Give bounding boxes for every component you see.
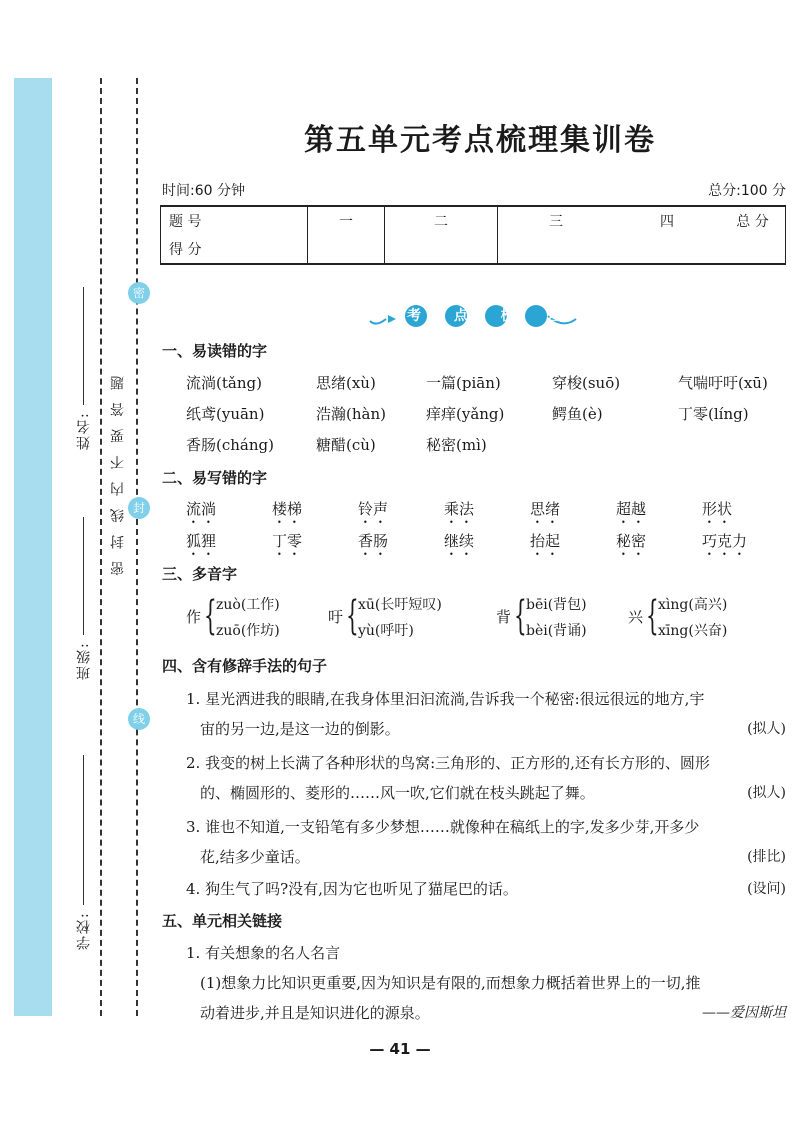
cell-4[interactable] [614,235,720,264]
seal-notice: 密 封 线 内 不 要 答 题 [110,372,126,576]
sentence-line: 2. 我变的树上长满了各种形状的鸟窝:三角形的、正方形的,还有长方形的、圆形 [186,754,710,772]
word: 狐狸 [186,532,217,550]
total-score: 总分:100 分 [708,183,786,199]
time-limit: 时间:60 分钟 [162,183,245,199]
word: 继续 [444,532,475,550]
word: 丁零(líng) [678,405,749,423]
word: 糖醋(cù) [316,436,376,454]
section-title-1: 一、易读错的字 [162,342,268,360]
class-field[interactable]: 班级: [74,510,94,680]
sentence-line: 4. 狗生气了吗?没有,因为它也听见了猫尾巴的话。 [186,880,518,898]
word: 铃声 [358,500,389,518]
school-field[interactable]: 学校: [74,720,94,950]
sentence-line: 的、椭圆形的、菱形的……风一吹,它们就在枝头跳起了舞。 [200,784,595,802]
rhetoric-tag: (设问) [747,881,786,897]
page-title: 第五单元考点梳理集训卷 [304,123,656,158]
rhetoric-tag: (拟人) [747,785,786,801]
word: 秘密(mì) [426,436,487,454]
word: 超越 [616,500,647,518]
word: 乘法 [444,500,475,518]
seal-mi: 密 [128,282,150,304]
name-field[interactable]: 姓名: [74,210,94,450]
word: 一篇(piān) [426,374,501,392]
word: 流淌(tǎng) [186,374,262,392]
section-title-4: 四、含有修辞手法的句子 [162,657,328,675]
word: 流淌 [186,500,217,518]
word: 气喘吁吁(xū) [678,374,768,392]
quote-line: (1)想象力比知识更重要,因为知识是有限的,而想象力概括着世界上的一切,推 [200,974,701,992]
subheading: 1. 有关想象的名人名言 [186,944,341,962]
word: 鳄鱼(è) [552,405,603,423]
word: 痒痒(yǎng) [426,405,505,423]
row-label: 得 分 [161,235,308,264]
quote-line: 动着进步,并且是知识进化的源泉。 [200,1004,430,1022]
col-total: 总 分 [720,206,786,235]
dash-line-left [100,78,102,1016]
word: 纸鸢(yuān) [186,405,265,423]
sentence-line: 1. 星光洒进我的眼睛,在我身体里汩汩流淌,告诉我一个秘密:很远很远的地方,宇 [186,690,705,708]
col-1: 一 [308,206,385,235]
section-title-5: 五、单元相关链接 [162,912,283,930]
score-table [160,205,786,265]
quote-author: ——爱因斯坦 [702,1005,786,1021]
word: 香肠(cháng) [186,436,274,454]
dash-line-right [136,78,138,1016]
section-title-3: 三、多音字 [162,565,238,583]
word: 秘密 [616,532,647,550]
rhetoric-tag: (拟人) [747,721,786,737]
col-4: 四 [660,214,674,230]
rhetoric-tag: (排比) [747,849,786,865]
section-title-2: 二、易写错的字 [162,469,268,487]
word: 形状 [702,500,733,518]
page-number: — 41 — [369,1040,431,1058]
seal-feng: 封 [128,497,150,519]
banner-text: 考 点 梳 理 [407,308,576,324]
cell-2[interactable] [385,235,498,264]
word: 浩瀚(hàn) [316,405,386,423]
word: 巧克力 [702,532,748,550]
sentence-line: 花,结多少童话。 [200,848,310,866]
col-3: 三 [498,206,615,235]
word: 楼梯 [272,500,303,518]
seal-xian: 线 [128,708,150,730]
word: 思绪(xù) [316,374,376,392]
cell-3[interactable] [498,235,615,264]
word: 丁零 [272,532,303,550]
word: 穿梭(suō) [552,374,621,392]
word: 抬起 [530,532,561,550]
word: 香肠 [358,532,389,550]
cell-1[interactable] [308,235,385,264]
word: 思绪 [530,500,561,518]
sentence-line: 宙的另一边,是这一边的倒影。 [200,720,400,738]
sentence-line: 3. 谁也不知道,一支铅笔有多少梦想……就像种在稿纸上的字,发多少芽,开多少 [186,818,700,836]
header-label: 题 号 [161,206,308,235]
binding-strip [14,78,52,1016]
col-2: 二 [385,206,498,235]
cell-total[interactable] [720,235,786,264]
